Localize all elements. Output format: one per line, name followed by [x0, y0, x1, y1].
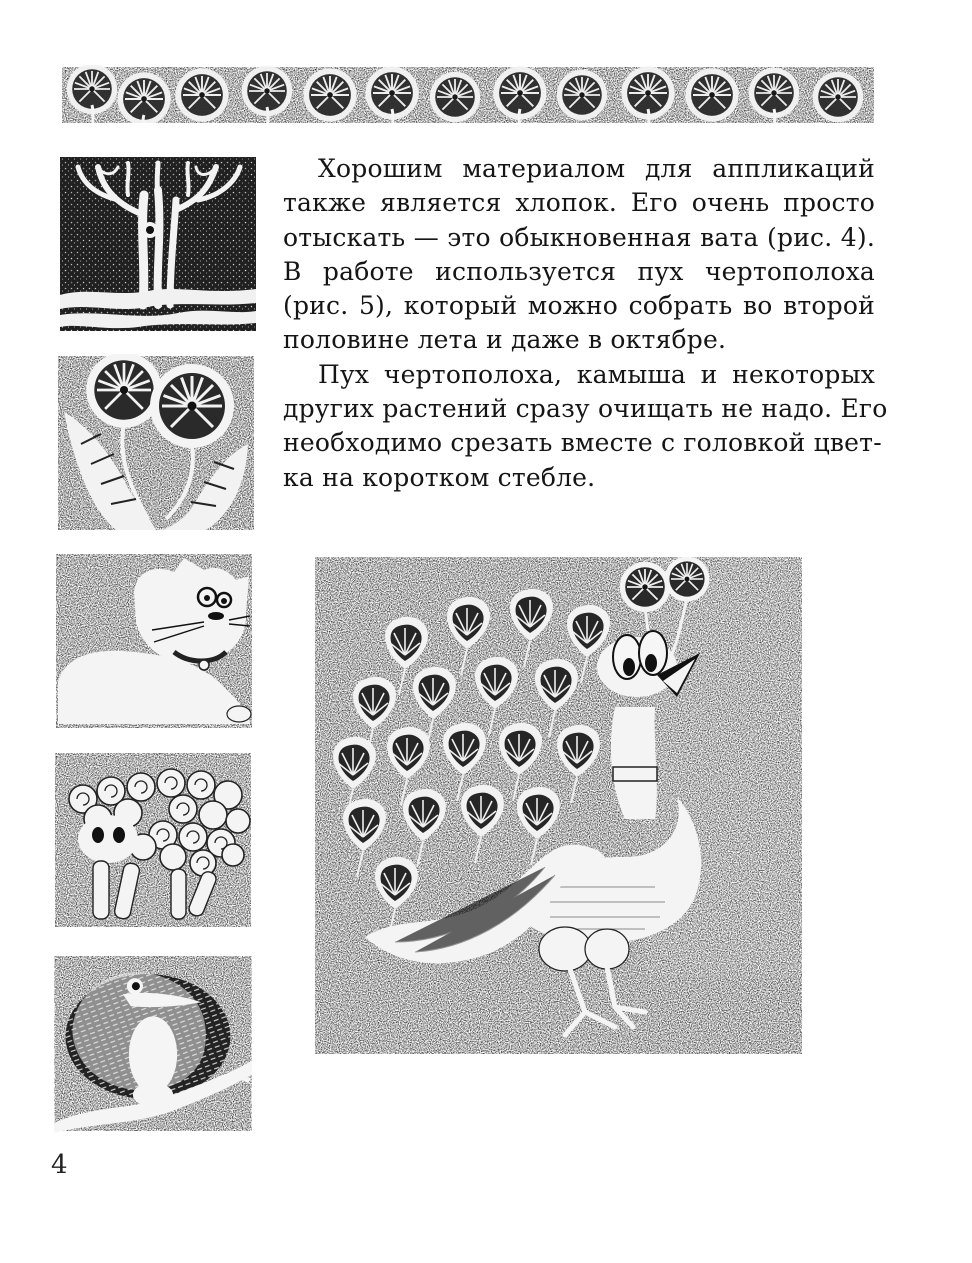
thumbnail-cat: [54, 552, 254, 730]
page-number: 4: [51, 1150, 68, 1180]
text-line: других растений сразу очищать не надо. Его: [283, 394, 888, 424]
thumbnail-bird: [52, 954, 254, 1133]
tree-illustration-icon: [58, 155, 258, 333]
cat-illustration-icon: [54, 552, 254, 730]
text-line: ка на коротком стебле.: [283, 462, 596, 492]
text-line: половине лета и даже в октябре.: [283, 325, 727, 355]
dandelion-illustration-icon: [56, 354, 256, 532]
thumbnail-dandelions: [56, 354, 256, 532]
text-line: Хорошим материалом для аппликаций: [318, 154, 875, 183]
peacock-figure: [315, 557, 802, 1054]
decorative-header-border: [62, 65, 874, 127]
bird-illustration-icon: [52, 954, 254, 1133]
text-line: Пух чертополоха, камыша и некоторых: [318, 359, 875, 389]
text-line: необходимо срезать вместе с головкой цвет-: [283, 428, 882, 458]
thumbnail-tree: [58, 155, 258, 333]
paragraph-2: [283, 358, 888, 495]
thumbnail-sheep: [53, 751, 253, 929]
paragraph-1: [283, 152, 875, 358]
text-line: (рис. 5), который можно собрать во второй: [283, 291, 875, 321]
text-line: отыскать — это обыкновенная вата (рис. 4).: [283, 222, 875, 252]
peacock-illustration-icon: [315, 557, 802, 1054]
body-text: [283, 152, 888, 495]
text-line: В работе используется пух чертополоха: [283, 256, 875, 286]
text-line: также является хлопок. Его очень просто: [283, 188, 875, 218]
sheep-illustration-icon: [53, 751, 253, 929]
dandelion-border-icon: [62, 65, 874, 127]
